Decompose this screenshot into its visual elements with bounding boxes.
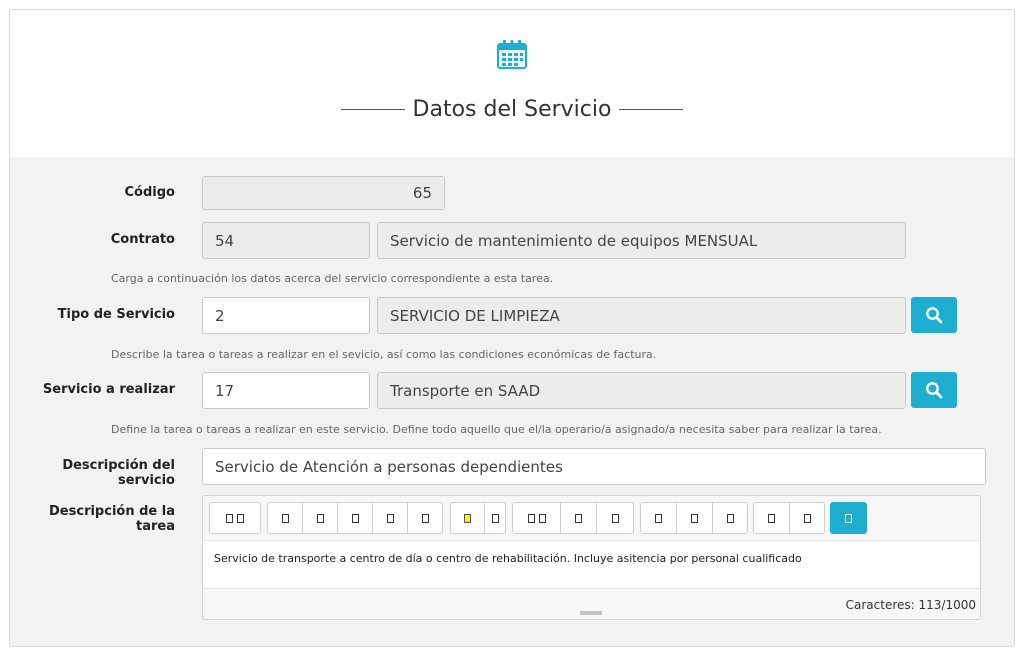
servicio-realizar-label: Servicio a realizar — [42, 382, 175, 397]
toolbar-group-insert — [640, 502, 748, 534]
codigo-field: 65 — [202, 176, 445, 210]
tipo-servicio-id-input[interactable]: 2 — [202, 297, 370, 334]
bold-button[interactable] — [268, 503, 303, 533]
toolbar-group-color — [450, 502, 506, 534]
card-header — [10, 10, 1014, 157]
clear-format-button[interactable] — [408, 503, 442, 533]
style-dropdown-button[interactable] — [210, 503, 260, 533]
toolbar-group-view — [753, 502, 825, 534]
contrato-label: Contrato — [110, 232, 175, 247]
search-icon — [925, 381, 943, 399]
editor-toolbar — [203, 496, 980, 540]
help-text-tipo-servicio: Describe la tarea o tareas a realizar en el sevicio, así como las condiciones económicas de factura. — [111, 348, 657, 361]
rich-text-editor — [202, 495, 981, 620]
highlight-color-button[interactable] — [451, 503, 485, 533]
descripcion-servicio-input[interactable]: Servicio de Atención a personas dependientes — [202, 448, 986, 485]
servicio-realizar-search-button[interactable] — [911, 372, 957, 408]
help-button[interactable] — [830, 502, 867, 534]
unordered-list-button[interactable] — [513, 503, 561, 533]
link-button[interactable] — [641, 503, 677, 533]
paragraph-button[interactable] — [597, 503, 633, 533]
italic-button[interactable] — [303, 503, 338, 533]
toolbar-group-paragraph — [512, 502, 634, 534]
service-data-card — [9, 9, 1015, 647]
fullscreen-button[interactable] — [754, 503, 790, 533]
page-title: Datos del Servicio — [412, 96, 612, 122]
color-dropdown-button[interactable] — [485, 503, 505, 533]
title-divider-left — [341, 109, 405, 110]
resize-handle[interactable] — [580, 611, 602, 615]
title-divider-right — [619, 109, 683, 110]
table-button[interactable] — [713, 503, 747, 533]
help-text-servicio-realizar: Define la tarea o tareas a realizar en este servicio. Define todo aquello que el/la operario/a asignado/a necesita saber para realizar la tarea. — [111, 423, 882, 436]
strikethrough-button[interactable] — [373, 503, 408, 533]
editor-content[interactable]: Servicio de transporte a centro de día o centro de rehabilitación. Incluye asitencia por personal cualificado — [203, 540, 980, 589]
character-counter: Caracteres: 113/1000 — [845, 598, 976, 612]
ordered-list-button[interactable] — [561, 503, 597, 533]
tipo-servicio-label: Tipo de Servicio — [57, 307, 175, 322]
tipo-servicio-name-field: SERVICIO DE LIMPIEZA — [377, 297, 906, 334]
section-title — [10, 92, 1014, 126]
codeview-button[interactable] — [790, 503, 824, 533]
servicio-realizar-id-input[interactable]: 17 — [202, 372, 370, 409]
toolbar-group-format — [267, 502, 443, 534]
underline-button[interactable] — [338, 503, 373, 533]
image-button[interactable] — [677, 503, 713, 533]
descripcion-servicio-label: Descripción del servicio — [62, 458, 175, 488]
descripcion-tarea-label: Descripción de la tarea — [49, 504, 175, 534]
tipo-servicio-search-button[interactable] — [911, 297, 957, 333]
search-icon — [925, 306, 943, 324]
toolbar-group-style — [209, 502, 261, 534]
contrato-id-field: 54 — [202, 222, 370, 259]
contrato-name-field: Servicio de mantenimiento de equipos MENSUAL — [377, 222, 906, 259]
calendar-icon — [495, 37, 529, 71]
servicio-realizar-name-field: Transporte en SAAD — [377, 372, 906, 409]
codigo-label: Código — [124, 185, 175, 200]
help-text-contrato: Carga a continuación los datos acerca del servicio correspondiente a esta tarea. — [111, 272, 554, 285]
